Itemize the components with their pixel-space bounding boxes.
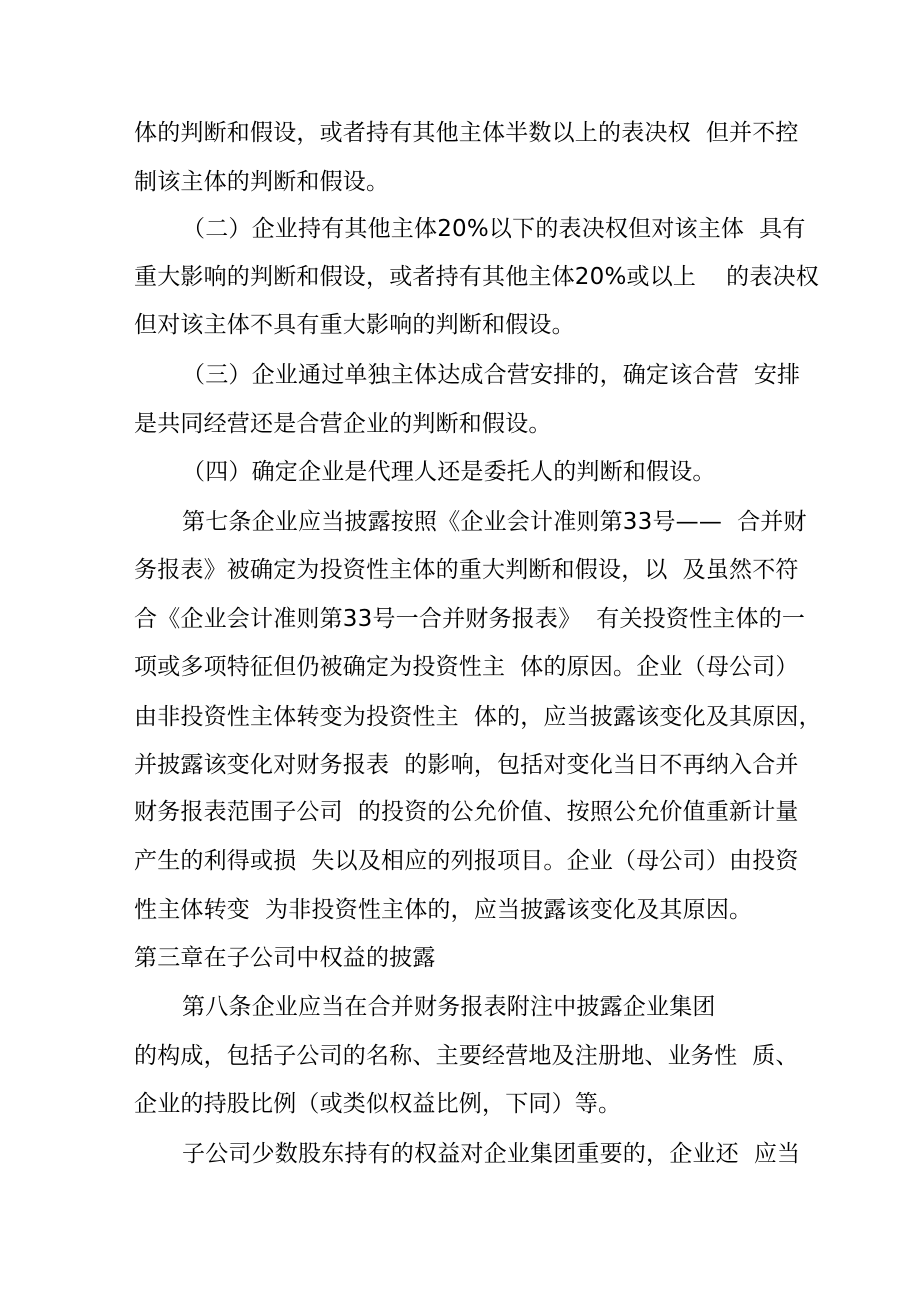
text-line: 第八条企业应当在合并财务报表附注中披露企业集团 xyxy=(182,994,716,1020)
text-line: 财务报表范围子公司 的投资的公允价值、按照公允价值重新计量 xyxy=(134,799,799,825)
text-line: 制该主体的判断和假设。 xyxy=(134,169,390,195)
text-line: 并披露该变化对财务报表 的影响，包括对变化当日不再纳入合并 xyxy=(134,752,799,778)
text-line: （四）确定企业是代理人还是委托人的判断和假设。 xyxy=(182,459,716,485)
text-line: 但对该主体不具有重大影响的判断和假设。 xyxy=(134,312,575,338)
text-line: 性主体转变 为非投资性主体的，应当披露该变化及其原因。 xyxy=(134,897,753,923)
text-line: 体的判断和假设，或者持有其他主体半数以上的表决权 但并不控 xyxy=(134,120,799,146)
text-line: 合《企业会计准则第33号一合并财务报表》 有关投资性主体的一 xyxy=(134,606,806,632)
text-line: 项或多项特征但仍被确定为投资性主 体的原因。企业（母公司） xyxy=(134,654,799,680)
text-line: 由非投资性主体转变为投资性主 体的，应当披露该变化及其原因， xyxy=(134,704,822,730)
text-line: 第七条企业应当披露按照《企业会计准则第33号—— 合并财 xyxy=(182,509,807,535)
text-line: 企业的持股比例（或类似权益比例，下同）等。 xyxy=(134,1091,622,1117)
text-line: （三）企业通过单独主体达成合营安排的，确定该合营 安排 xyxy=(182,362,801,388)
text-line: 重大影响的判断和假设，或者持有其他主体20%或以上 的表决权 xyxy=(134,264,819,290)
text-line: 务报表》被确定为投资性主体的重大判断和假设，以 及虽然不符 xyxy=(134,557,799,583)
chapter-heading: 第三章在子公司中权益的披露 xyxy=(134,945,436,971)
text-line: 的构成，包括子公司的名称、主要经营地及注册地、业务性 质、 xyxy=(134,1043,799,1069)
text-line: 子公司少数股东持有的权益对企业集团重要的，企业还 应当 xyxy=(182,1141,801,1167)
text-line: 产生的利得或损 失以及相应的列报项目。企业（母公司）由投资 xyxy=(134,848,799,874)
text-line: 是共同经营还是合营企业的判断和假设。 xyxy=(134,411,552,437)
text-line: （二）企业持有其他主体20%以下的表决权但对该主体 具有 xyxy=(182,216,806,242)
